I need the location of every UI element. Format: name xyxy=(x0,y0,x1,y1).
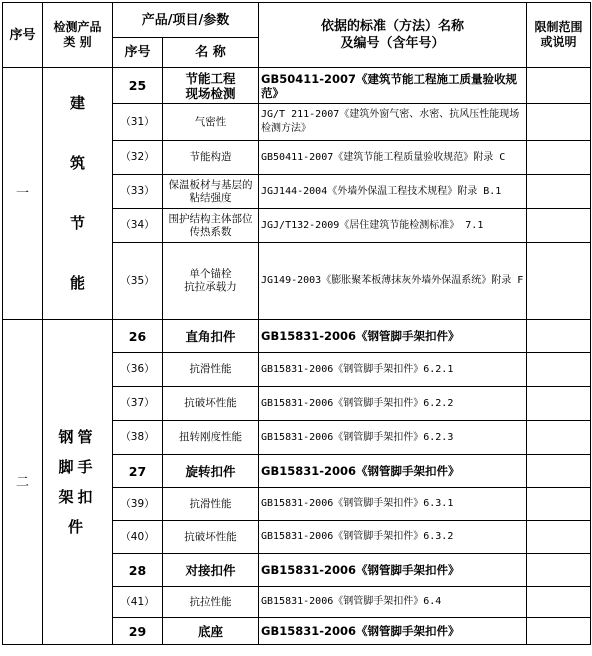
item-number: （39） xyxy=(113,488,163,521)
header-sub-name: 名 称 xyxy=(163,38,259,68)
table-row xyxy=(3,320,591,353)
category-char: 件 xyxy=(67,518,87,536)
item-number: （36） xyxy=(113,353,163,387)
item-name: 抗破坏性能 xyxy=(163,521,259,554)
section-category xyxy=(43,320,113,645)
item-number: 25 xyxy=(113,68,163,104)
item-number: 29 xyxy=(113,618,163,645)
item-standard: GB15831-2006《钢管脚手架扣件》6.2.1 xyxy=(259,353,527,387)
category-char: 能 xyxy=(69,274,85,292)
item-limit xyxy=(527,421,591,455)
header-product-param: 产品/项目/参数 xyxy=(113,3,259,38)
header-category: 检测产品 类 别 xyxy=(43,3,113,68)
item-standard: GB15831-2006《钢管脚手架扣件》 xyxy=(259,554,527,587)
item-standard: JG149-2003《膨胀聚苯板薄抹灰外墙外保温系统》附录 F xyxy=(259,243,527,320)
item-limit xyxy=(527,455,591,488)
item-number: （37） xyxy=(113,387,163,421)
item-name: 抗滑性能 xyxy=(163,353,259,387)
item-number: （33） xyxy=(113,175,163,209)
item-standard: GB15831-2006《钢管脚手架扣件》6.2.3 xyxy=(259,421,527,455)
item-name: 单个锚栓 抗拉承载力 xyxy=(163,243,259,320)
item-limit xyxy=(527,243,591,320)
item-name: 直角扣件 xyxy=(163,320,259,353)
item-number: （38） xyxy=(113,421,163,455)
item-number: （40） xyxy=(113,521,163,554)
category-char: 建 xyxy=(69,94,85,112)
item-standard: GB15831-2006《钢管脚手架扣件》 xyxy=(259,320,527,353)
item-standard: GB50411-2007《建筑节能工程质量验收规范》附录 C xyxy=(259,141,527,175)
item-number: （35） xyxy=(113,243,163,320)
item-name: 旋转扣件 xyxy=(163,455,259,488)
table-row xyxy=(3,68,591,104)
item-name: 扭转刚度性能 xyxy=(163,421,259,455)
item-standard: GB50411-2007《建筑节能工程施工质量验收规范》 xyxy=(259,68,527,104)
item-name: 对接扣件 xyxy=(163,554,259,587)
item-number: （34） xyxy=(113,209,163,243)
item-limit xyxy=(527,587,591,618)
item-number: 26 xyxy=(113,320,163,353)
item-standard: GB15831-2006《钢管脚手架扣件》 xyxy=(259,455,527,488)
header-seq: 序号 xyxy=(3,3,43,68)
item-standard: JGJ144-2004《外墙外保温工程技术规程》附录 B.1 xyxy=(259,175,527,209)
item-limit xyxy=(527,320,591,353)
item-standard: GB15831-2006《钢管脚手架扣件》 xyxy=(259,618,527,645)
item-limit xyxy=(527,175,591,209)
header-limit: 限制范围 或说明 xyxy=(527,3,591,68)
item-limit xyxy=(527,387,591,421)
section-category xyxy=(43,68,113,320)
category-char: 脚手 xyxy=(58,458,97,476)
item-standard: GB15831-2006《钢管脚手架扣件》6.3.1 xyxy=(259,488,527,521)
item-name: 抗拉性能 xyxy=(163,587,259,618)
item-limit xyxy=(527,353,591,387)
item-number: 28 xyxy=(113,554,163,587)
standards-table xyxy=(2,2,591,645)
header-sub-seq: 序号 xyxy=(113,38,163,68)
item-standard: GB15831-2006《钢管脚手架扣件》6.4 xyxy=(259,587,527,618)
item-limit xyxy=(527,68,591,104)
item-name: 抗破坏性能 xyxy=(163,387,259,421)
item-name: 节能工程 现场检测 xyxy=(163,68,259,104)
item-number: （41） xyxy=(113,587,163,618)
item-number: 27 xyxy=(113,455,163,488)
item-limit xyxy=(527,141,591,175)
category-char: 架扣 xyxy=(58,488,97,506)
item-limit xyxy=(527,209,591,243)
item-number: （31） xyxy=(113,104,163,141)
item-name: 气密性 xyxy=(163,104,259,141)
item-limit xyxy=(527,554,591,587)
header-standard: 依据的标准（方法）名称 及编号（含年号） xyxy=(259,3,527,68)
header-row xyxy=(3,3,591,38)
item-number: （32） xyxy=(113,141,163,175)
item-limit xyxy=(527,104,591,141)
item-name: 保温板材与基层的粘结强度 xyxy=(163,175,259,209)
section-seq: 一 xyxy=(3,68,43,320)
category-char: 钢管 xyxy=(58,428,97,446)
item-standard: GB15831-2006《钢管脚手架扣件》6.3.2 xyxy=(259,521,527,554)
item-limit xyxy=(527,488,591,521)
item-standard: GB15831-2006《钢管脚手架扣件》6.2.2 xyxy=(259,387,527,421)
item-name: 抗滑性能 xyxy=(163,488,259,521)
category-char: 节 xyxy=(69,214,85,232)
item-name: 底座 xyxy=(163,618,259,645)
item-standard: JG/T 211-2007《建筑外窗气密、水密、抗风压性能现场检测方法》 xyxy=(259,104,527,141)
item-limit xyxy=(527,618,591,645)
section-seq: 二 xyxy=(3,320,43,645)
item-name: 节能构造 xyxy=(163,141,259,175)
item-name: 围护结构主体部位传热系数 xyxy=(163,209,259,243)
item-standard: JGJ/T132-2009《居住建筑节能检测标准》 7.1 xyxy=(259,209,527,243)
item-limit xyxy=(527,521,591,554)
category-char: 筑 xyxy=(69,154,85,172)
